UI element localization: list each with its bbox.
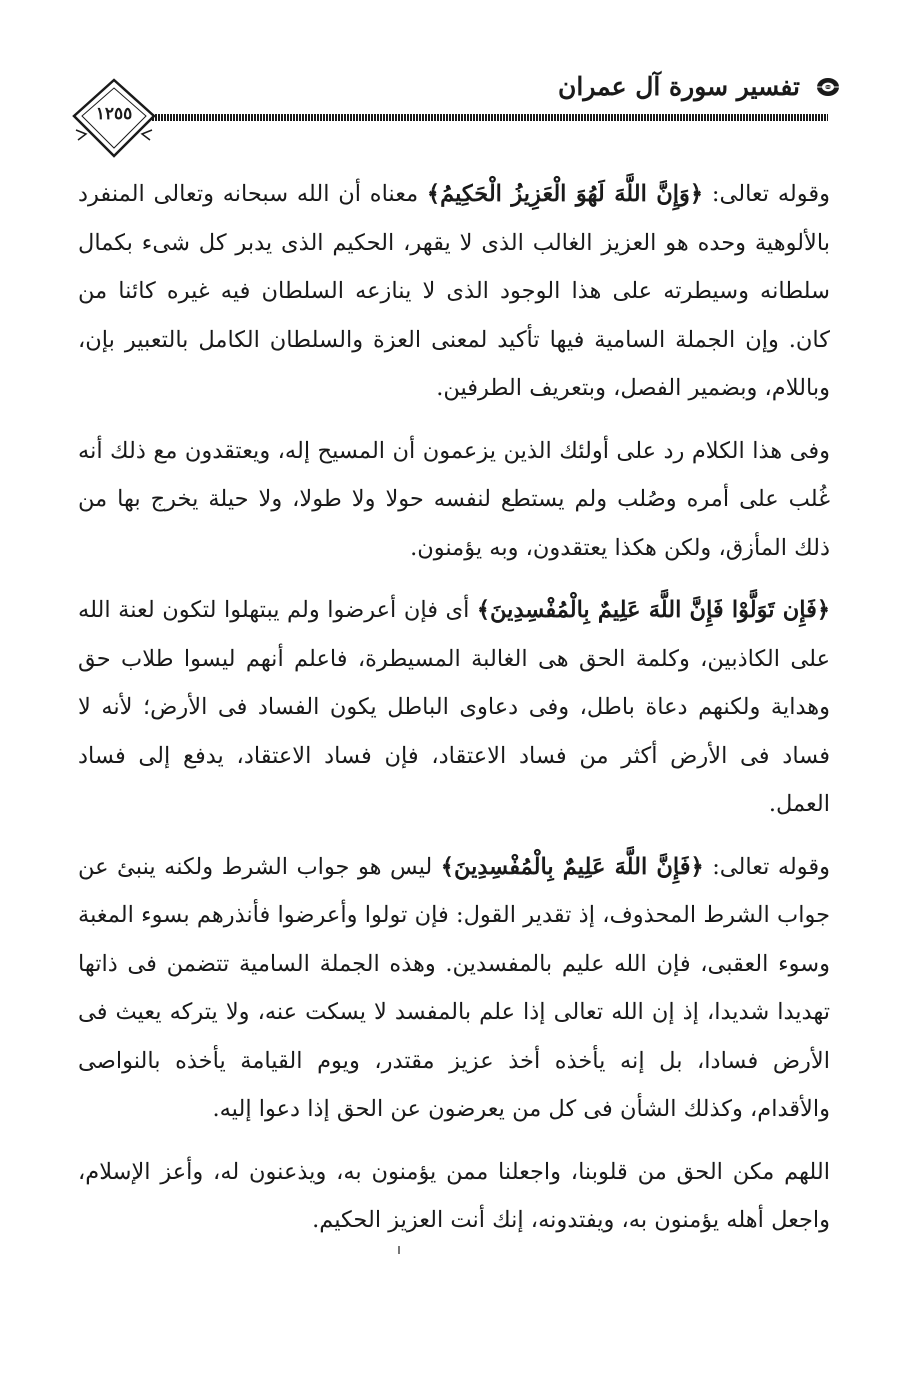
paragraph-text: معناه أن الله سبحانه وتعالى المنفرد بالألوهية وحده هو العزيز الغالب الذى لا يقهر، الحكيم الذى يدبر كل شىء بكمال سلطانه وسيطرته على هذا الوجود الذى لا ينازعه السلطان فيه غيره كائنا من كان. وإن الجملة السامية فيها تأكيد لمعنى العزة والسلطان الكامل بالتعبير بإن، وباللام، وبضمير الفصل، وبتعريف الطرفين. (78, 181, 830, 401)
scan-speck (398, 1246, 400, 1254)
page-header (60, 62, 840, 172)
paragraph-text: اللهم مكن الحق من قلوبنا، واجعلنا ممن يؤمنون به، ويذعنون له، وأعز الإسلام، واجعل أهله يؤمنون به، ويفتدونه، إنك أنت العزيز الحكيم. (78, 1158, 830, 1233)
paragraph (78, 1148, 830, 1245)
page-number: ١٢٥٥ (95, 104, 133, 124)
paragraph (78, 427, 830, 573)
paragraph-intro: وقوله تعالى: (711, 181, 830, 207)
paragraph-text: ليس هو جواب الشرط ولكنه ينبئ عن جواب الشرط المحذوف، إذ تقدير القول: فإن تولوا وأعرضوا فأنذرهم بسوء المغبة وسوء العقبى، فإن الله عليم بالمفسدين. وهذه الجملة السامية تتضمن فى ذاتها تهديدا شديدا، إذ إن الله تعالى إذا علم بالمفسد لا يسكت عنه، ولا يتركه يعيث فى الأرض فسادا، بل إنه يأخذه أخذ عزيز مقتدر، ويوم القيامة يأخذه بالنواصى والأقدام، وكذلك الشأن فى كل من يعرضون عن الحق إذا دعوا إليه. (78, 853, 830, 1122)
quran-verse: ﴿وَإِنَّ اللَّهَ لَهُوَ الْعَزِيزُ الْحَكِيمُ﴾ (426, 181, 704, 207)
paragraph-text: أى فإن أعرضوا ولم يبتهلوا لتكون لعنة الله على الكاذبين، وكلمة الحق هى الغالبة المسيطرة، فاعلم أنهم ليسوا طلاب حق وهداية ولكنهم دعاة باطل، وفى دعاوى الباطل يكون الفساد فى الأرض؛ لأنه لا فساد فى الأرض أكثر من فساد الاعتقاد، فإن فساد الاعتقاد، يدفع إلى فساد العمل. (78, 597, 830, 817)
paragraph-intro: وقوله تعالى: (712, 853, 831, 880)
paragraph (78, 586, 830, 829)
quran-verse: ﴿فَإِنَّ اللَّهَ عَلِيمٌ بِالْمُفْسِدِينَ﴾ (440, 853, 704, 880)
paragraph-text: وفى هذا الكلام رد على أولئك الذين يزعمون أن المسيح إله، ويعتقدون مع ذلك أنه غُلب على أمره وصُلب ولم يستطع لنفسه حولا ولا طولا، ولا حيلة يخرج بها من ذلك المأزق، ولكن هكذا يعتقدون، وبه يؤمنون. (78, 437, 830, 561)
paragraph (78, 843, 830, 1134)
header-rule (152, 114, 828, 121)
page-body (78, 170, 830, 1259)
header-title: تفسير سورة آل عمران (558, 72, 800, 101)
quran-verse: ﴿فَإِن تَوَلَّوْا فَإِنَّ اللَّهَ عَلِيمٌ بِالْمُفْسِدِينَ﴾ (476, 597, 831, 623)
ornament-icon (816, 76, 840, 98)
paragraph (78, 170, 830, 413)
